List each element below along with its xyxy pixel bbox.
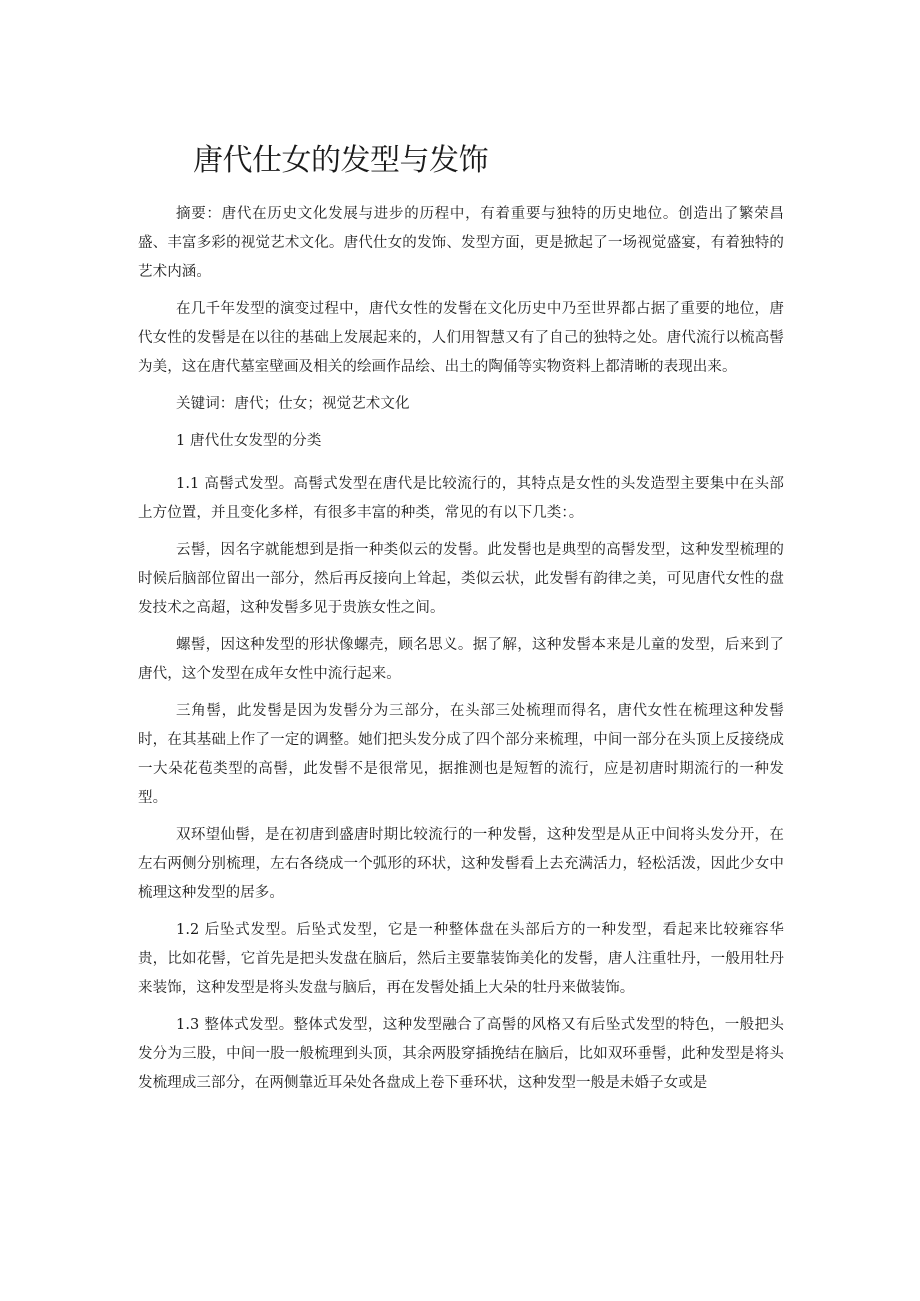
paragraph-triangle-bun: 三角髻，此发髻是因为发髻分为三部分，在头部三处梳理而得名，唐代女性在梳理这种发髻时，在其基础上作了一定的调整。她们把头发分成了四个部分来梳理，中间一部分在头顶上反接绕成一大朵花苞类型的高髻，此发髻不是很常见，据推测也是短暂的流行，应是初唐时期流行的一种发型。 <box>138 703 784 806</box>
section-heading: 1 唐代仕女发型的分类 <box>176 433 322 449</box>
paragraph-rear-style: 1.2 后坠式发型。后坠式发型，它是一种整体盘在头部后方的一种发型，看起来比较雍容华贵，比如花髻，它首先是把头发盘在脑后，然后主要靠装饰美化的发髻，唐人注重牡丹，一般用牡丹来装饰，这种发型是将头发盘与脑后，再在发髻处插上大朵的牡丹来做装饰。 <box>138 922 784 996</box>
intro-paragraph: 在几千年发型的演变过程中，唐代女性的发髻在文化历史中乃至世界都占据了重要的地位，唐代女性的发髻是在以往的基础上发展起来的，人们用智慧又有了自己的独特之处。唐代流行以梳高髻为美，这在唐代墓室壁画及相关的绘画作品绘、出土的陶俑等实物资料上都清晰的表现出来。 <box>138 301 784 375</box>
paragraph-spiral-bun: 螺髻，因这种发型的形状像螺壳，顾名思义。据了解，这种发髻本来是儿童的发型，后来到了唐代，这个发型在成年女性中流行起来。 <box>138 637 784 682</box>
page-title: 唐代仕女的发型与发饰 <box>193 143 488 178</box>
document-body <box>138 200 784 1106</box>
paragraph-integral-style: 1.3 整体式发型。整体式发型，这种发型融合了高髻的风格又有后坠式发型的特色，一般把头发分为三股，中间一股一般梳理到头顶，其余两股穿插挽结在脑后，比如双环垂髻，此种发型是将头发梳理成三部分，在两侧靠近耳朵处各盘成上卷下垂环状，这种发型一般是未婚子女或是 <box>138 1017 784 1091</box>
paragraph-double-ring-bun: 双环望仙髻，是在初唐到盛唐时期比较流行的一种发髻，这种发型是从正中间将头发分开，在左右两侧分别梳理，左右各绕成一个弧形的环状，这种发髻看上去充满活力，轻松活泼，因此少女中梳理这种发型的居多。 <box>138 827 784 901</box>
paragraph-high-bun: 1.1 高髻式发型。高髻式发型在唐代是比较流行的，其特点是女性的头发造型主要集中在头部上方位置，并且变化多样，有很多丰富的种类，常见的有以下几类：。 <box>138 476 784 521</box>
keywords-line: 关键词：唐代；仕女；视觉艺术文化 <box>176 396 410 412</box>
abstract-paragraph: 摘要：唐代在历史文化发展与进步的历程中，有着重要与独特的历史地位。创造出了繁荣昌盛、丰富多彩的视觉艺术文化。唐代仕女的发饰、发型方面，更是掀起了一场视觉盛宴，有着独特的艺术内涵。 <box>138 206 784 280</box>
paragraph-cloud-bun: 云髻，因名字就能想到是指一种类似云的发髻。此发髻也是典型的高髻发型，这种发型梳理的时候后脑部位留出一部分，然后再反接向上耸起，类似云状，此发髻有韵律之美，可见唐代女性的盘发技术之高超，这种发髻多见于贵族女性之间。 <box>138 542 784 616</box>
